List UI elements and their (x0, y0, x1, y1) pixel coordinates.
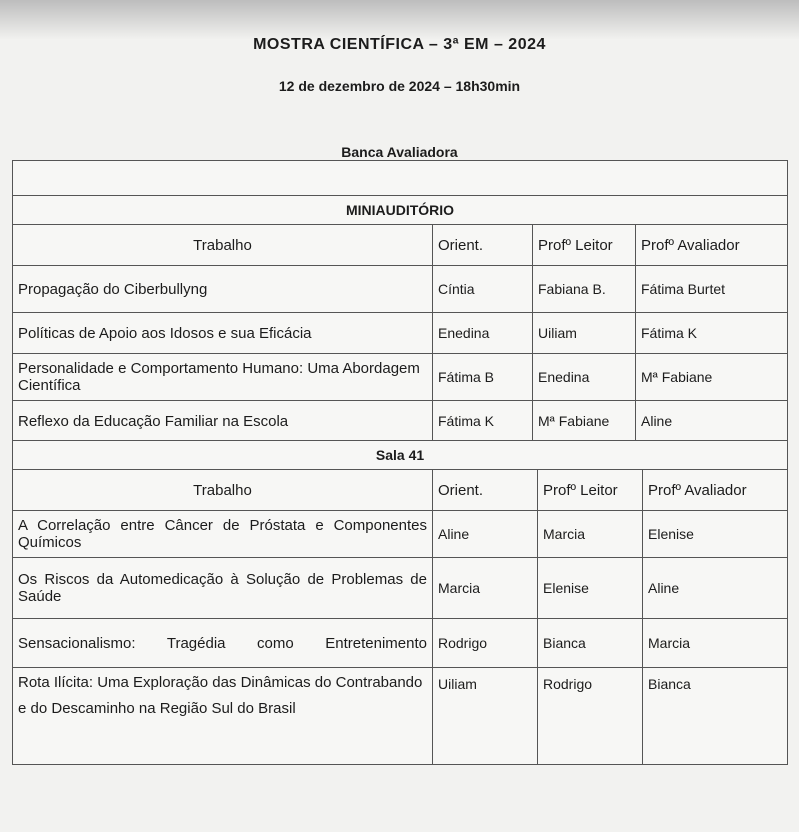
cell-orient: Aline (433, 511, 538, 558)
table-row (13, 401, 788, 442)
cell-leitor: Rodrigo (538, 668, 643, 765)
cell-leitor: Marcia (538, 511, 643, 558)
cell-avaliador: Aline (636, 401, 788, 442)
cell-avaliador: Elenise (643, 511, 788, 558)
table-row (13, 668, 788, 765)
cell-avaliador: Mª Fabiane (636, 354, 788, 401)
cell-orient: Uiliam (433, 668, 538, 765)
cell-orient: Cíntia (433, 266, 533, 313)
col-leitor: Profº Leitor (533, 225, 636, 266)
section-header-row (13, 196, 788, 225)
cell-trabalho: Os Riscos da Automedicação à Solução de Problemas de Saúde (13, 558, 433, 619)
table-row (13, 313, 788, 354)
table-row (13, 354, 788, 401)
column-header-row (13, 225, 788, 266)
banca-heading: Banca Avaliadora (341, 144, 458, 160)
col-orient: Orient. (433, 470, 538, 511)
table-row (13, 619, 788, 668)
section-name: Sala 41 (13, 441, 788, 470)
document-subtitle: 12 de dezembro de 2024 – 18h30min (278, 78, 521, 94)
column-header-row (13, 470, 788, 511)
cell-trabalho: A Correlação entre Câncer de Próstata e Componentes Químicos (13, 511, 433, 558)
col-orient: Orient. (433, 225, 533, 266)
cell-leitor: Enedina (533, 354, 636, 401)
table-row (13, 266, 788, 313)
cell-leitor: Uiliam (533, 313, 636, 354)
cell-trabalho: Personalidade e Comportamento Humano: Uma Abordagem Científica (13, 354, 433, 401)
table-row (13, 511, 788, 558)
cell-avaliador: Marcia (643, 619, 788, 668)
miniauditorio-table (12, 160, 788, 442)
cell-trabalho: Políticas de Apoio aos Idosos e sua Eficácia (13, 313, 433, 354)
blank-row (13, 161, 788, 196)
cell-trabalho: Sensacionalismo: Tragédia como Entretenimento (13, 619, 433, 668)
col-trabalho: Trabalho (13, 470, 433, 511)
cell-avaliador: Fátima Burtet (636, 266, 788, 313)
col-avaliador: Profº Avaliador (643, 470, 788, 511)
col-leitor: Profº Leitor (538, 470, 643, 511)
sala41-table (12, 440, 788, 765)
section-header-row (13, 441, 788, 470)
document-title: MOSTRA CIENTÍFICA – 3ª EM – 2024 (253, 36, 546, 53)
section-name: MINIAUDITÓRIO (13, 196, 788, 225)
col-avaliador: Profº Avaliador (636, 225, 788, 266)
cell-leitor: Fabiana B. (533, 266, 636, 313)
col-trabalho: Trabalho (13, 225, 433, 266)
cell-avaliador: Fátima K (636, 313, 788, 354)
cell-orient: Enedina (433, 313, 533, 354)
cell-orient: Rodrigo (433, 619, 538, 668)
cell-orient: Fátima K (433, 401, 533, 442)
cell-avaliador: Aline (643, 558, 788, 619)
cell-trabalho: Rota Ilícita: Uma Exploração das Dinâmicas do Contrabando e do Descaminho na Região Sul do Brasil (13, 668, 433, 765)
cell-orient: Fátima B (433, 354, 533, 401)
cell-trabalho: Reflexo da Educação Familiar na Escola (13, 401, 433, 442)
cell-leitor: Elenise (538, 558, 643, 619)
cell-avaliador: Bianca (643, 668, 788, 765)
table-row (13, 558, 788, 619)
cell-trabalho: Propagação do Ciberbullyng (13, 266, 433, 313)
cell-leitor: Mª Fabiane (533, 401, 636, 442)
cell-leitor: Bianca (538, 619, 643, 668)
cell-orient: Marcia (433, 558, 538, 619)
